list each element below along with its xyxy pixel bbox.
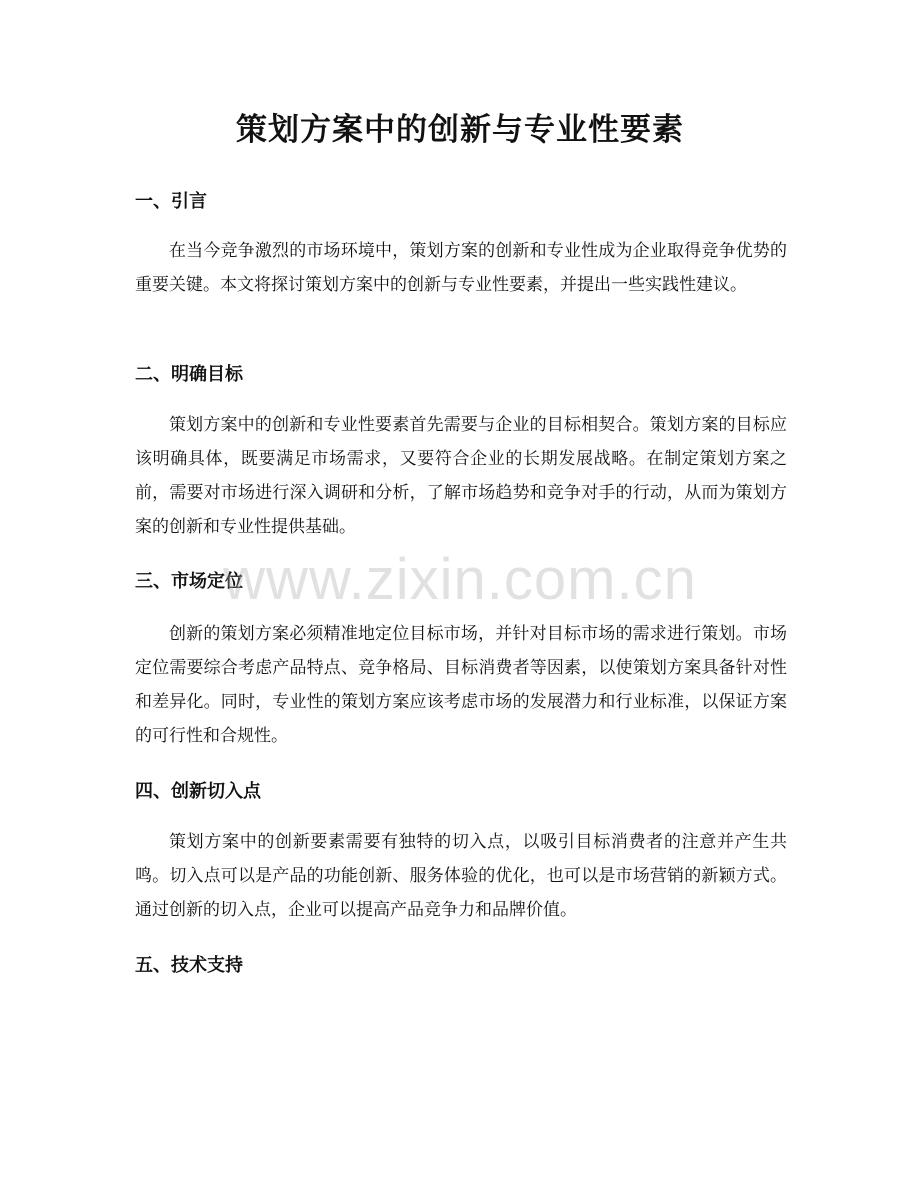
- section-heading-innovation-entry: 四、创新切入点: [135, 781, 261, 802]
- section-heading-goals: 二、明确目标: [135, 364, 243, 385]
- section-heading-tech-support: 五、技术支持: [135, 955, 243, 976]
- section-heading-market-positioning: 三、市场定位: [135, 571, 243, 592]
- section-paragraph-goals: 策划方案中的创新和专业性要素首先需要与企业的目标相契合。策划方案的目标应该明确具体，既要满足市场需求，又要符合企业的长期发展战略。在制定策划方案之前，需要对市场进行深入调研和分析，了解市场趋势和竞争对手的行动，从而为策划方案的创新和专业性提供基础。: [135, 415, 787, 537]
- section-paragraph-innovation-entry: 策划方案中的创新要素需要有独特的切入点，以吸引目标消费者的注意并产生共鸣。切入点可以是产品的功能创新、服务体验的优化，也可以是市场营销的新颖方式。通过创新的切入点，企业可以提高产品竞争力和品牌价值。: [135, 832, 787, 920]
- document-title: 策划方案中的创新与专业性要素: [236, 112, 684, 148]
- section-paragraph-introduction: 在当今竞争激烈的市场环境中，策划方案的创新和专业性成为企业取得竞争优势的重要关键。本文将探讨策划方案中的创新与专业性要素，并提出一些实践性建议。: [135, 241, 787, 295]
- section-paragraph-market-positioning: 创新的策划方案必须精准地定位目标市场，并针对目标市场的需求进行策划。市场定位需要综合考虑产品特点、竞争格局、目标消费者等因素，以使策划方案具备针对性和差异化。同时，专业性的策划方案应该考虑市场的发展潜力和行业标准，以保证方案的可行性和合规性。: [135, 624, 787, 746]
- section-heading-introduction: 一、引言: [135, 191, 207, 212]
- watermark: www.zixin.com.cn: [223, 547, 697, 612]
